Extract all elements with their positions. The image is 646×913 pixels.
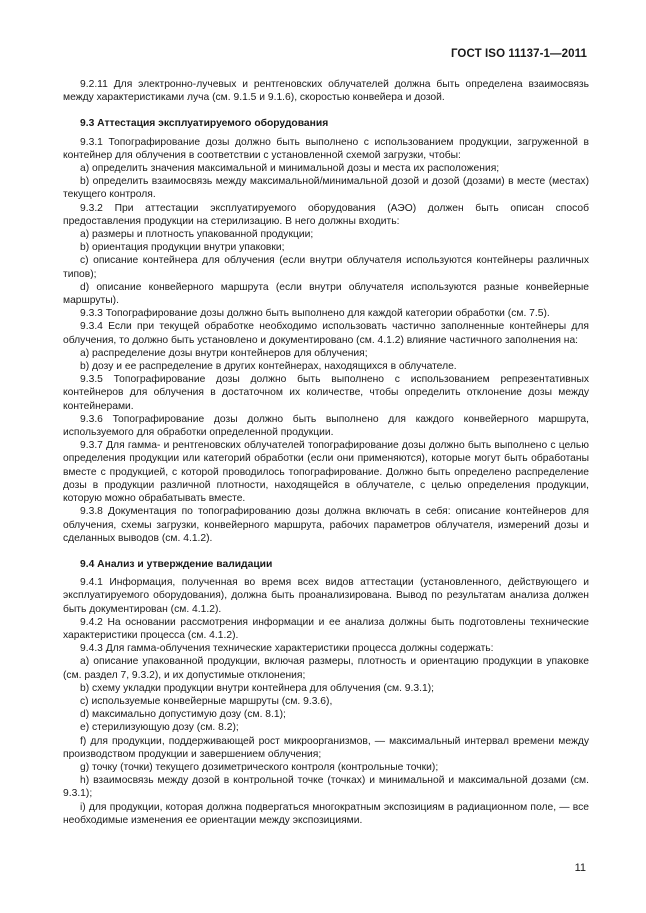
paragraph-9-3-5: 9.3.5 Топографирование дозы должно быть выполнено с использованием репрезентативных контейнеров для облучения в достаточном их количестве, чтобы определить отклонение дозы между контейнерами.	[63, 374, 589, 412]
document-body	[63, 78, 589, 827]
list-item-9-3-1-a: a) определить значения максимальной и минимальной дозы и места их расположения;	[80, 163, 500, 175]
page-number: 11	[574, 862, 586, 874]
list-item-9-3-1-b: b) определить взаимосвязь между максимальной/минимальной дозой и дозой (дозами) в месте (местах) текущего контроля.	[63, 176, 589, 201]
list-item-9-3-4-a: a) распределение дозы внутри контейнеров для облучения;	[80, 347, 368, 359]
list-item-9-4-3-e: e) стерилизующую дозу (см. 8.2);	[80, 722, 239, 734]
list-item-9-4-3-h: h) взаимосвязь между дозой в контрольной точке (точках) и минимальной и максимальной дозами (см. 9.3.1);	[63, 775, 589, 800]
paragraph-9-4-2: 9.4.2 На основании рассмотрения информации и ее анализа должны быть подготовлены технические характеристики процесса (см. 4.1.2).	[63, 616, 589, 641]
list-item-9-3-2-a: a) размеры и плотность упакованной продукции;	[80, 229, 314, 241]
list-item-9-3-2-b: b) ориентация продукции внутри упаковки;	[80, 242, 285, 254]
paragraph-9-2-11: 9.2.11 Для электронно-лучевых и рентгеновских облучателей должна быть определена взаимосвязь между характеристиками луча (см. 9.1.5 и 9.1.6), скоростью конвейера и дозой.	[63, 79, 589, 104]
paragraph-9-3-2: 9.3.2 При аттестации эксплуатируемого оборудования (АЭО) должен быть описан способ предоставления продукции на стерилизацию. В него должны входить:	[63, 202, 589, 227]
paragraph-9-4-1: 9.4.1 Информация, полученная во время всех видов аттестации (установленного, действующего и эксплуатируемого оборудования), должна быть проанализирована. Вывод по результатам анализа должен быть документирован (см. 4.1.2).	[63, 577, 589, 615]
paragraph-9-4-3: 9.4.3 Для гамма-облучения технические характеристики процесса должны содержать:	[80, 643, 494, 655]
paragraph-9-3-1: 9.3.1 Топографирование дозы должно быть выполнено с использованием продукции, загруженной в контейнер для облучения в соответствии с установленной схемой загрузки, чтобы:	[63, 136, 589, 161]
list-item-9-4-3-i: i) для продукции, которая должна подвергаться многократным экспозициям в радиационном поле, — все необходимые изменения ее ориентации между экспозициями.	[63, 801, 589, 826]
list-item-9-4-3-a: a) описание упакованной продукции, включая размеры, плотность и ориентацию продукции в упаковке (см. раздел 7, 9.3.2), и их допустимые отклонения;	[63, 656, 589, 681]
list-item-9-3-2-d: d) описание конвейерного маршрута (если внутри облучателя используются разные конвейерные маршруты).	[63, 281, 589, 307]
list-item-9-4-3-d: d) максимально допустимую дозу (см. 8.1);	[80, 709, 286, 721]
section-heading-9-4: 9.4 Анализ и утверждение валидации	[80, 558, 273, 570]
paragraph-9-3-6: 9.3.6 Топографирование дозы должно быть выполнено для каждого конвейерного маршрута, используемого для обработки определенной продукции.	[63, 413, 589, 439]
list-item-9-4-3-f: f) для продукции, поддерживающей рост микроорганизмов, — максимальный интервал времени между производством продукции и завершением облучения;	[63, 735, 589, 760]
paragraph-9-3-7: 9.3.7 Для гамма- и рентгеновских облучателей топографирование дозы должно быть выполнено с целью определения продукции или категорий обработки (если они применяются), которые могут быть обработаны вместе с продукцией, с которой проводилось топографирование. Должно быть определено распределение дозы в продукции различной плотности, находящейся в облучателе, с целью определения продукции, которую можно обрабатывать вместе.	[63, 440, 589, 505]
list-item-9-3-4-b: b) дозу и ее распределение в других контейнерах, находящихся в облучателе.	[80, 361, 457, 373]
document-standard-id: ГОСТ ISO 11137-1—2011	[450, 48, 587, 60]
list-item-9-4-3-b: b) схему укладки продукции внутри контейнера для облучения (см. 9.3.1);	[80, 682, 434, 694]
paragraph-9-3-3: 9.3.3 Топографирование дозы должно быть выполнено для каждой категории обработки (см. 7.5).	[80, 308, 550, 320]
section-heading-9-3: 9.3 Аттестация эксплуатируемого оборудования	[80, 118, 329, 130]
paragraph-9-3-8: 9.3.8 Документация по топографированию дозы должна включать в себя: описание контейнеров для облучения, схемы загрузки, конвейерного маршрута, рабочих параметров облучателя, измерений дозы и сделанных выводов (см. 4.1.2).	[63, 506, 589, 544]
paragraph-9-3-4: 9.3.4 Если при текущей обработке необходимо использовать частично заполненные контейнеры для облучения, то должно быть установлено и документировано (см. 4.1.2) влияние частичного заполнения на:	[63, 321, 589, 346]
list-item-9-4-3-g: g) точку (точки) текущего дозиметрического контроля (контрольные точки);	[80, 761, 439, 773]
list-item-9-4-3-c: c) используемые конвейерные маршруты (см. 9.3.6),	[80, 695, 333, 707]
list-item-9-3-2-c: c) описание контейнера для облучения (если внутри облучателя используются контейнеры различных типов);	[63, 255, 589, 280]
